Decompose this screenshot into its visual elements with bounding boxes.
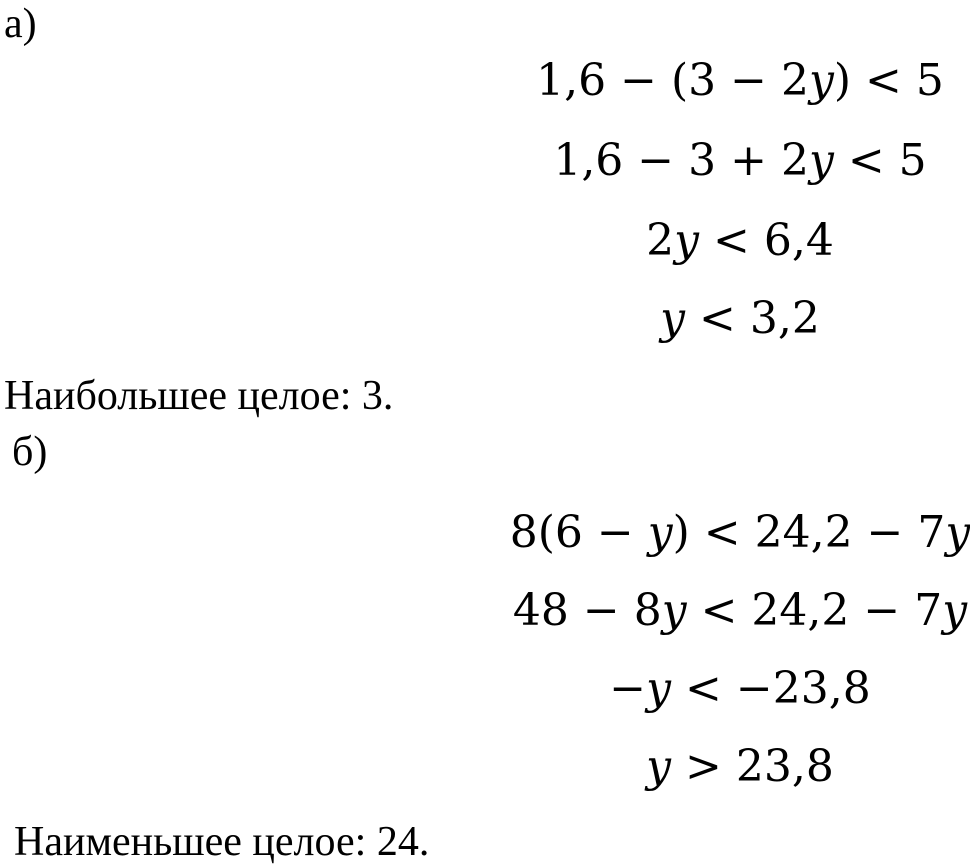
part-b-label: б) xyxy=(12,429,48,475)
part-b-equation-4: y > 23,8 xyxy=(646,741,834,792)
part-b-equation-1: 8(6 − y) < 24,2 − 7y xyxy=(509,507,970,558)
part-a-label: а) xyxy=(4,1,37,47)
part-a-equation-2: 1,6 − 3 + 2y < 5 xyxy=(553,135,927,186)
part-a-equation-1: 1,6 − (3 − 2y) < 5 xyxy=(536,55,944,106)
part-a-answer: Наибольшее целое: 3. xyxy=(4,373,394,419)
part-b-equation-3: −y < −23,8 xyxy=(609,663,871,714)
part-b-equation-2: 48 − 8y < 24,2 − 7y xyxy=(512,585,968,636)
part-a-equation-4: y < 3,2 xyxy=(660,293,820,344)
part-a-equation-3: 2y < 6,4 xyxy=(646,215,834,266)
part-b-answer: Наименьшее целое: 24. xyxy=(14,819,430,865)
